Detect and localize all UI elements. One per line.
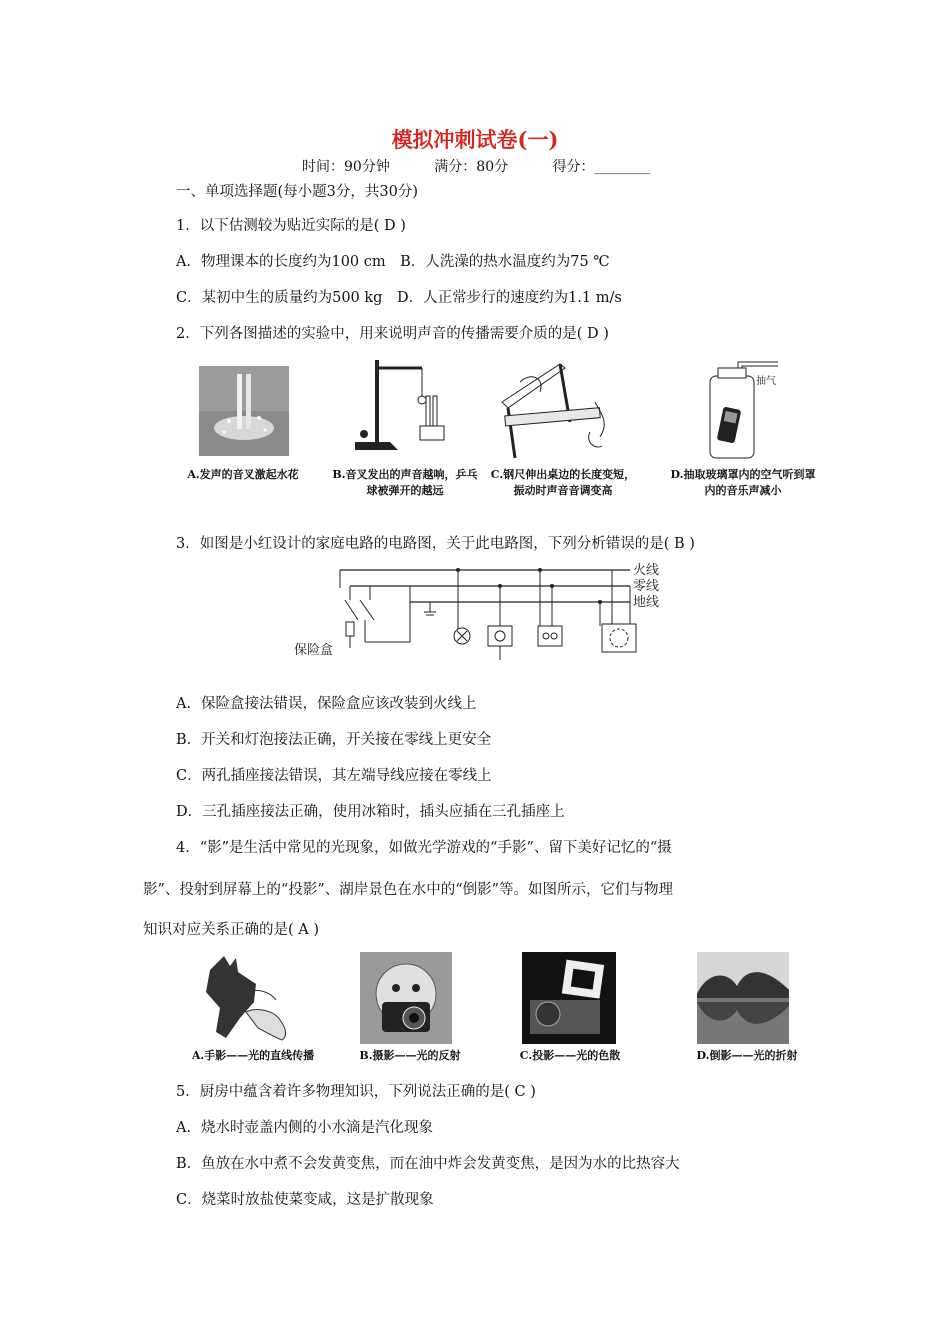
exam-meta: [302, 156, 651, 176]
q4-line-3: 知识对应关系正确的是( A ): [143, 922, 320, 938]
q2-caption-a: A.发声的音叉激起水花: [187, 468, 299, 481]
pump-label: 抽气: [756, 376, 776, 387]
q3-option-c: C．两孔插座接法错误，其左端导线应接在零线上: [176, 768, 492, 784]
q5-option-c: C．烧菜时放盐使菜变咸，这是扩散现象: [176, 1192, 434, 1208]
hand-shadow-image: [196, 952, 296, 1044]
q5-stem: 5．厨房中蕴含着许多物理知识，下列说法正确的是( C ): [176, 1084, 536, 1100]
ground-wire-label: 地线: [633, 595, 660, 610]
q4-caption-c: C.投影——光的色散: [519, 1049, 621, 1062]
q3-option-b: B．开关和灯泡接法正确，开关接在零线上更安全: [176, 732, 492, 748]
q4-caption-d: D.倒影——光的折射: [696, 1049, 798, 1062]
q1-options-cd: C．某初中生的质量约为500 kg D．人正常步行的速度约为1.1 m/s: [176, 290, 622, 306]
exam-get: 得分：________: [552, 159, 651, 175]
reflection-image: [697, 952, 789, 1044]
neutral-wire-label: 零线: [633, 579, 660, 594]
q3-option-d: D．三孔插座接法正确，使用冰箱时，插头应插在三孔插座上: [176, 804, 565, 820]
q2-caption-d: D.抽取玻璃罩内的空气听到罩内的音乐声减小: [670, 468, 816, 497]
q4-caption-b: B.摄影——光的反射: [359, 1049, 461, 1062]
q2-caption-b: B.音叉发出的声音越响，乒乓球被弹开的越远: [332, 468, 478, 497]
q4-caption-a: A.手影——光的直线传播: [191, 1049, 315, 1062]
tuning-fork-ball-diagram: [350, 358, 460, 460]
household-circuit-diagram: [290, 560, 700, 665]
projector-image: [522, 952, 616, 1044]
q3-option-a: A．保险盒接法错误，保险盒应该改装到火线上: [176, 696, 477, 712]
live-wire-label: 火线: [633, 563, 660, 578]
steel-ruler-diagram: [500, 362, 620, 458]
q1-options-ab: A．物理课本的长度约为100 cm B．人洗澡的热水温度约为75 ℃: [176, 254, 610, 270]
q2-caption-c: C.钢尺伸出桌边的长度变短，振动时声音音调变高: [490, 468, 636, 497]
exam-time: 时间：90分钟: [302, 159, 390, 175]
q5-option-a: A．烧水时壶盖内侧的小水滴是汽化现象: [176, 1120, 433, 1136]
q2-stem: 2．下列各图描述的实验中，用来说明声音的传播需要介质的是( D ): [176, 326, 609, 342]
q3-stem: 3．如图是小红设计的家庭电路的电路图，关于此电路图，下列分析错误的是( B ): [176, 536, 695, 552]
q1-stem: 1．以下估测较为贴近实际的是( D ): [176, 218, 406, 234]
vacuum-jar-diagram: [700, 360, 780, 460]
tuning-fork-water-image: [199, 366, 289, 456]
q4-line-1: 4．“影”是生活中常见的光现象，如做光学游戏的“手影”、留下美好记忆的“摄: [176, 840, 672, 856]
q5-option-b: B．鱼放在水中煮不会发黄变焦，而在油中炸会发黄变焦，是因为水的比热容大: [176, 1156, 680, 1172]
page-title: 模拟冲刺试卷(一): [391, 127, 559, 152]
section-heading: 一、单项选择题(每小题3分，共30分): [176, 184, 418, 200]
exam-score: 满分：80分: [434, 159, 509, 175]
photography-image: [360, 952, 452, 1044]
q4-line-2: 影”、投射到屏幕上的“投影”、湖岸景色在水中的“倒影”等。如图所示，它们与物理: [143, 882, 674, 898]
fuse-box-label: 保险盒: [294, 643, 334, 658]
